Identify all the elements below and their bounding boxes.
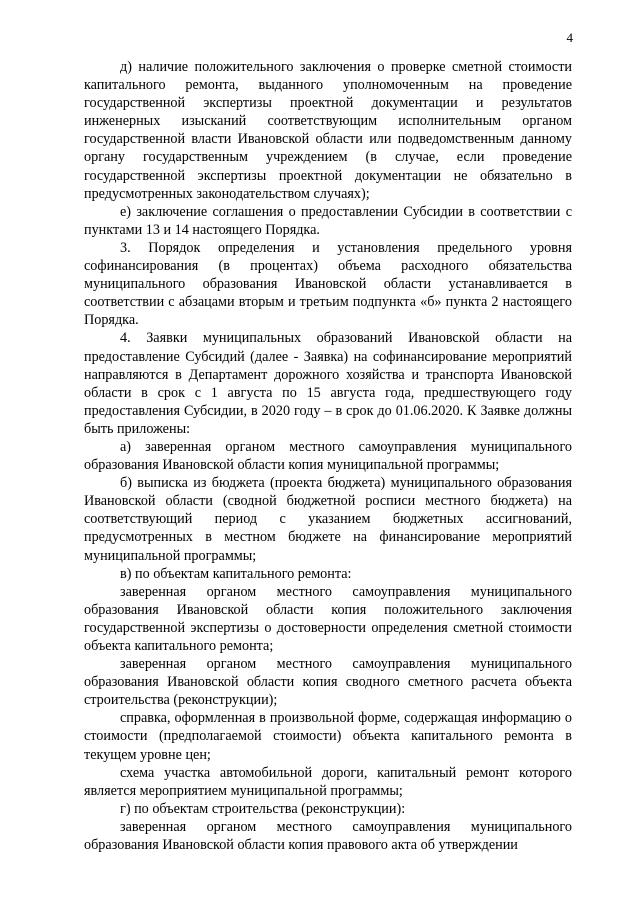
paragraph-legal-act-copy: заверенная органом местного самоуправления муниципального образования Ивановской области копия правового акта об утверждении <box>84 818 572 854</box>
paragraph-b-budget-extract: б) выписка из бюджета (проекта бюджета) муниципального образования Ивановской области (сводной бюджетной росписи местного бюджета) на соответствующий период с указанием бюджетных ассигнований, предусмотренных в местном бюджете на финансирование мероприятий муниципальной программы; <box>84 475 572 564</box>
paragraph-4-applications: 4. Заявки муниципальных образований Ивановской области на предоставление Субсидий (далее - Заявка) на софинансирование мероприятий направляются в Департамент дорожного хозяйства и транспорта Ивановской области в срок с 1 августа по 15 августа года, предшествующего году предоставления Субсидии, в 2020 году – в срок до 01.06.2020. К Заявке должны быть приложены: <box>84 330 572 437</box>
paragraph-road-scheme: схема участка автомобильной дороги, капитальный ремонт которого является мероприятием муниципальной программы; <box>84 764 572 799</box>
paragraph-expertise-copy: заверенная органом местного самоуправления муниципального образования Ивановской области копия положительного заключения государственной экспертизы о достоверности определения сметной стоимости объекта капитального ремонта; <box>84 583 572 654</box>
paragraph-v-capital-repair: в) по объектам капитального ремонта: <box>120 565 352 582</box>
paragraph-g-construction: г) по объектам строительства (реконструкции): <box>120 800 406 817</box>
paragraph-cost-certificate: справка, оформленная в произвольной форме, содержащая информацию о стоимости (предполагаемой стоимости) объекта капитального ремонта в текущем уровне цен; <box>84 710 572 763</box>
paragraph-a-program-copy: а) заверенная органом местного самоуправления муниципального образования Ивановской области копия муниципальной программы; <box>84 438 572 474</box>
paragraph-3-cofinancing: 3. Порядок определения и установления предельного уровня софинансирования (в процентах) объема расходного обязательства муниципального образования Ивановской области устанавливается в соответствии с абзацами вторым и третьим подпункта «б» пункта 2 настоящего Порядка. <box>84 239 572 329</box>
page-number: 4 <box>566 30 573 45</box>
paragraph-estimate-copy: заверенная органом местного самоуправления муниципального образования Ивановской области копия сводного сметного расчета объекта строительства (реконструкции); <box>84 656 572 709</box>
paragraph-d-expertise: д) наличие положительного заключения о проверке сметной стоимости капитального ремонта, выданного уполномоченным на проведение государственной экспертизы проектной документации и результатов инженерных изысканий соответствующим исполнительным органом государственной власти Ивановской области или подведомственным данному органу государственным учреждением (в случае, если проведение государственной экспертизы проектной документации не обязательно в предусмотренных законодательством случаях); <box>84 59 572 202</box>
paragraph-e-agreement: е) заключение соглашения о предоставлении Субсидии в соответствии с пунктами 13 и 14 настоящего Порядка. <box>84 203 572 238</box>
document-body <box>84 58 572 854</box>
